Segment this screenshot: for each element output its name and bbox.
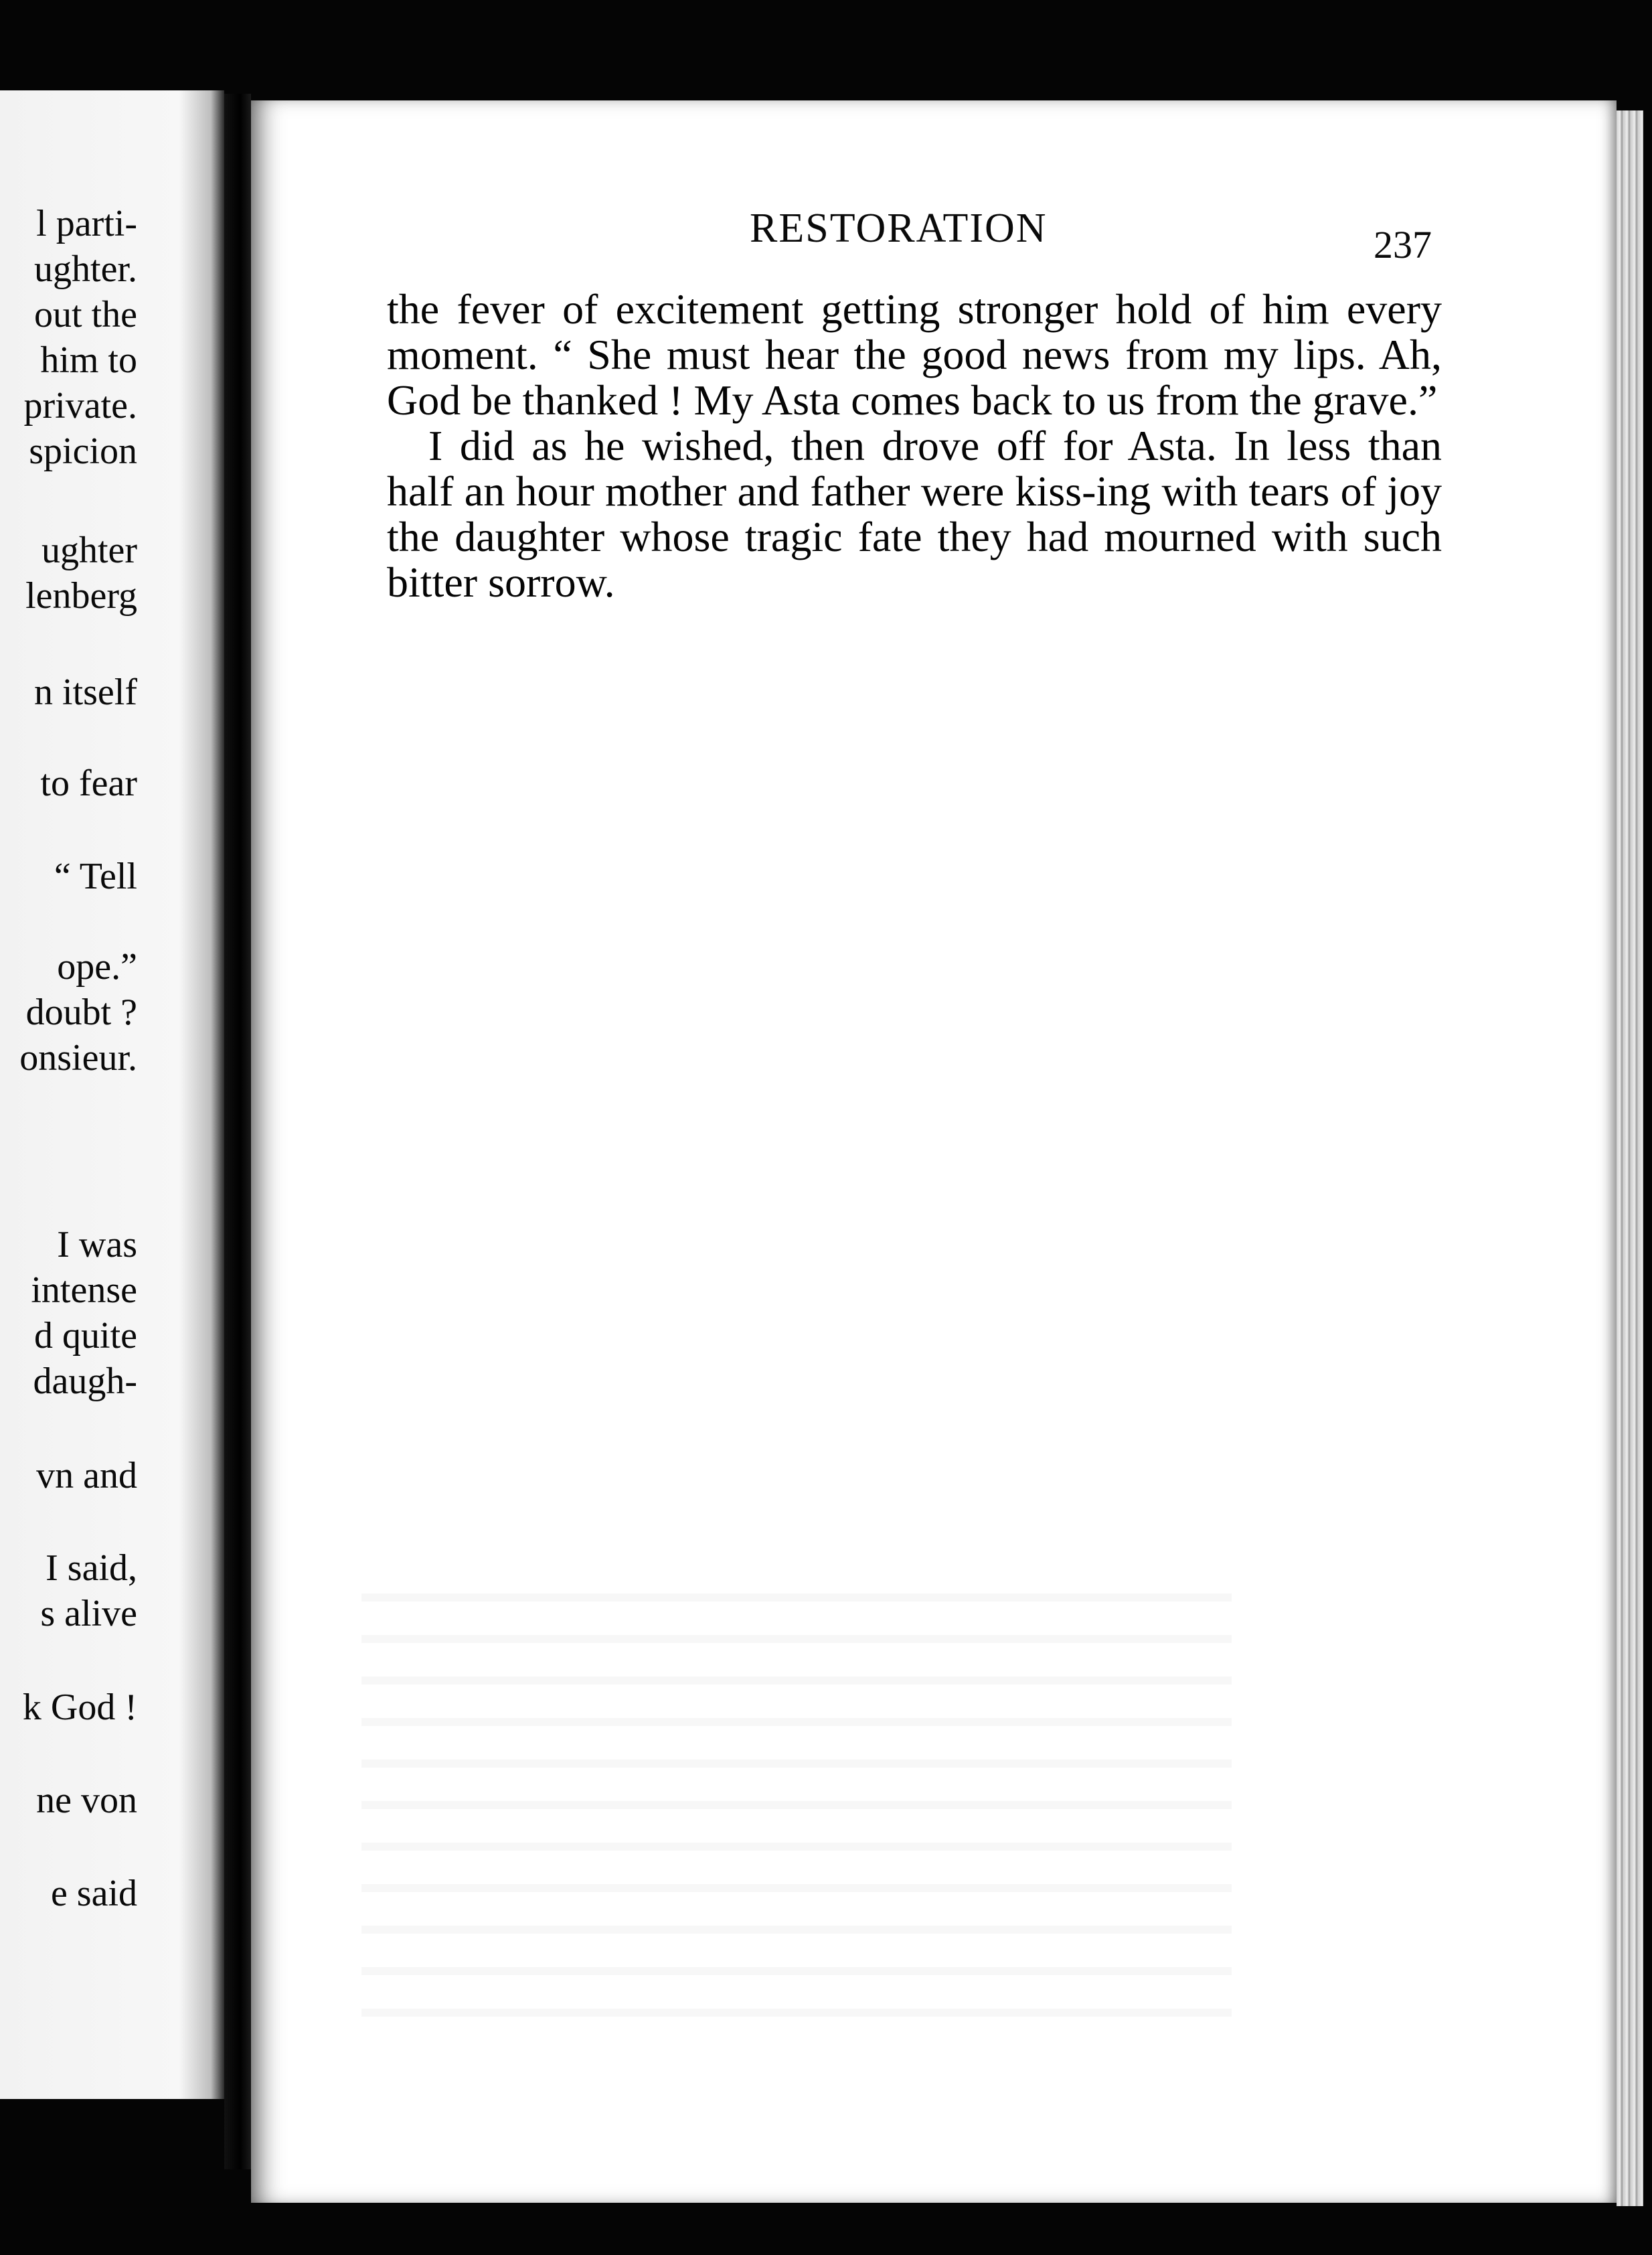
left-page-line: onsieur. <box>19 1037 137 1079</box>
left-page-line: intense <box>31 1269 137 1311</box>
body-text <box>387 287 1442 605</box>
left-page-line: d quite <box>34 1315 137 1356</box>
book-gutter <box>224 94 251 2169</box>
left-page-line: him to <box>40 339 137 381</box>
left-page <box>0 90 224 2099</box>
left-page-line: daugh- <box>33 1360 137 1402</box>
left-page-line: n itself <box>34 672 137 713</box>
left-page-line: out the <box>34 294 137 335</box>
left-page-line: doubt ? <box>25 992 137 1033</box>
left-page-line: spicion <box>29 431 137 472</box>
running-header: RESTORATION <box>750 206 1048 251</box>
left-page-line: I was <box>57 1224 137 1265</box>
paragraph: I did as he wished, then drove off for Asta. In less than half an hour mother and father were kiss-ing with tears of joy the daughter whose tragic fate they had mourned with such bitter sorrow. <box>387 422 1442 606</box>
show-through-text <box>361 1560 1232 2029</box>
left-page-line: lenberg <box>25 575 137 617</box>
paragraph: the fever of excitement getting stronger hold of him every moment. “ She must hear the good news from my lips. Ah, God be thanked ! My Asta comes back to us from the grave.” <box>387 285 1442 424</box>
page-number: 237 <box>1374 223 1432 266</box>
left-page-line: private. <box>23 385 137 426</box>
left-page-line: k God ! <box>22 1687 137 1728</box>
left-page-line: ughter. <box>34 248 137 290</box>
left-page-line: ne von <box>36 1780 137 1821</box>
left-page-line: s alive <box>40 1593 137 1634</box>
left-page-line: I said, <box>46 1547 137 1589</box>
left-page-line: e said <box>50 1873 137 1914</box>
left-page-line: to fear <box>40 763 137 804</box>
page-edges <box>1617 110 1643 2206</box>
left-page-line: ughter <box>41 530 137 571</box>
left-page-line: l parti- <box>36 203 137 244</box>
left-page-line: “ Tell <box>54 856 137 897</box>
left-page-line: vn and <box>36 1455 137 1496</box>
left-page-line: ope.” <box>57 946 137 988</box>
